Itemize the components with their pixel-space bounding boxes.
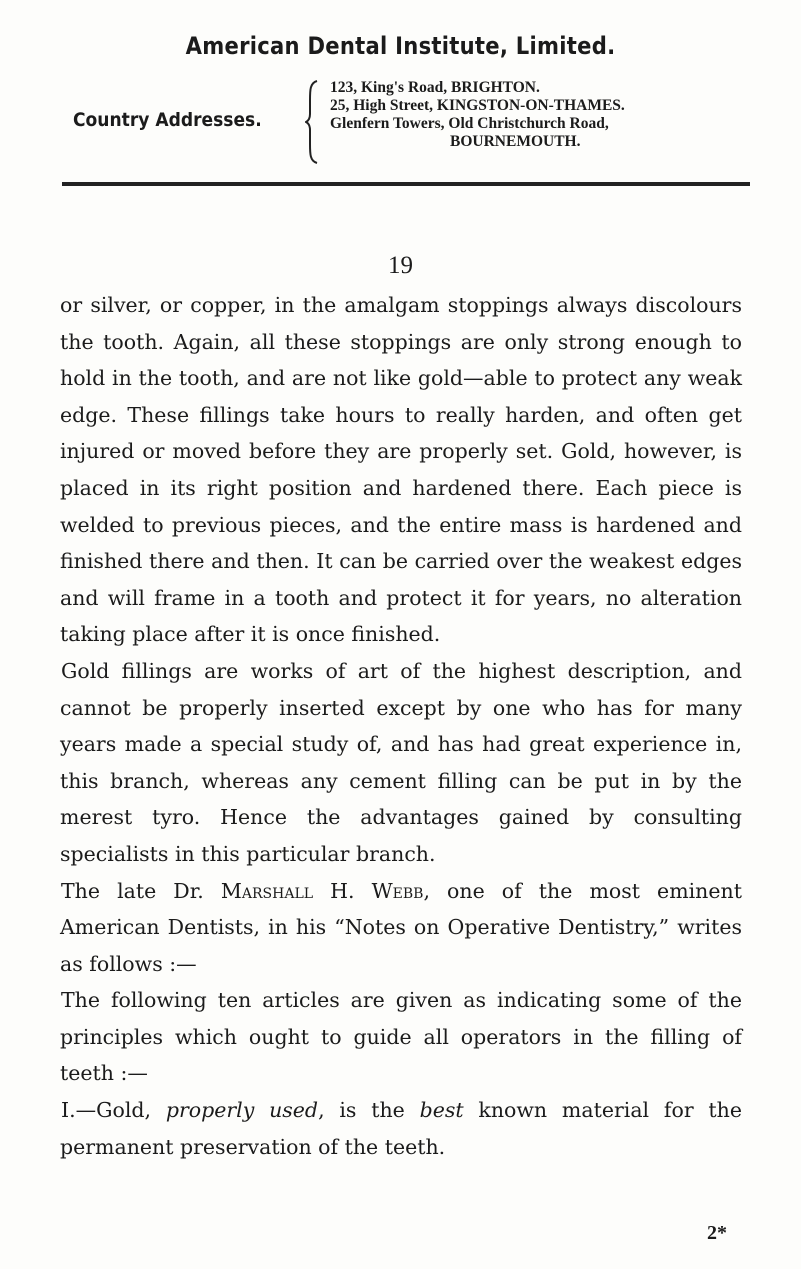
signature-mark: 2* — [707, 1222, 727, 1244]
webb-intro: The late Dr. — [61, 878, 204, 903]
page-number: 19 — [388, 252, 413, 279]
article-one-mid: , is the — [318, 1098, 405, 1123]
address-line-glenfern: Glenfern Towers, Old Christchurch Road, — [330, 115, 609, 132]
webb-rest: , one of the most eminent American Dentists, in his “Notes on Operative Dentistry,” writes as follows :— — [60, 878, 742, 976]
address-list — [330, 79, 625, 151]
address-line-bournemouth: BOURNEMOUTH. — [450, 133, 581, 150]
paragraph-ten-articles: The following ten articles are given as indicating some of the principles which ought to guide all operators in the filling of teeth :— — [60, 988, 742, 1086]
webb-name: Marshall H. Webb — [220, 878, 424, 903]
header-divider — [62, 182, 750, 186]
paragraph-gold-fillings: Gold fillings are works of art of the highest description, and cannot be properly inserted except by one who has for many years made a special study of, and has had great experience in, this branch, whereas any cement filling can be put in by the merest tyro. Hence the advantages gained by consulting specialists in this particular branch. — [60, 658, 742, 866]
paragraph-webb-quote — [60, 873, 742, 983]
institute-title: American Dental Institute, Limited. — [185, 32, 616, 60]
paragraph-article-one — [60, 1092, 742, 1165]
article-one-intro: I.—Gold, — [61, 1098, 152, 1123]
country-addresses-label: Country Addresses. — [73, 109, 262, 131]
body-text — [60, 287, 742, 1165]
paragraph-amalgam: or silver, or copper, in the amalgam stoppings always discolours the tooth. Again, all these stoppings are only strong enough to hold in the tooth, and are not like gold—able to protect any weak edge. These fillings take hours to really harden, and often get injured or moved before they are properly set. Gold, however, is placed in its right position and hardened there. Each piece is welded to previous pieces, and the entire mass is hardened and finished there and then. It can be carried over the weakest edges and will frame in a tooth and protect it for years, no alteration taking place after it is once finished. — [60, 293, 742, 647]
article-one-properly-used: properly used — [165, 1098, 319, 1123]
article-one-rest: known material for the permanent preservation of the teeth. — [60, 1098, 742, 1159]
address-line-brighton: 123, King's Road, BRIGHTON. — [330, 79, 540, 96]
left-brace-icon — [305, 80, 319, 164]
article-one-best: best — [419, 1098, 464, 1123]
address-line-kingston: 25, High Street, KINGSTON-ON-THAMES. — [330, 97, 625, 114]
